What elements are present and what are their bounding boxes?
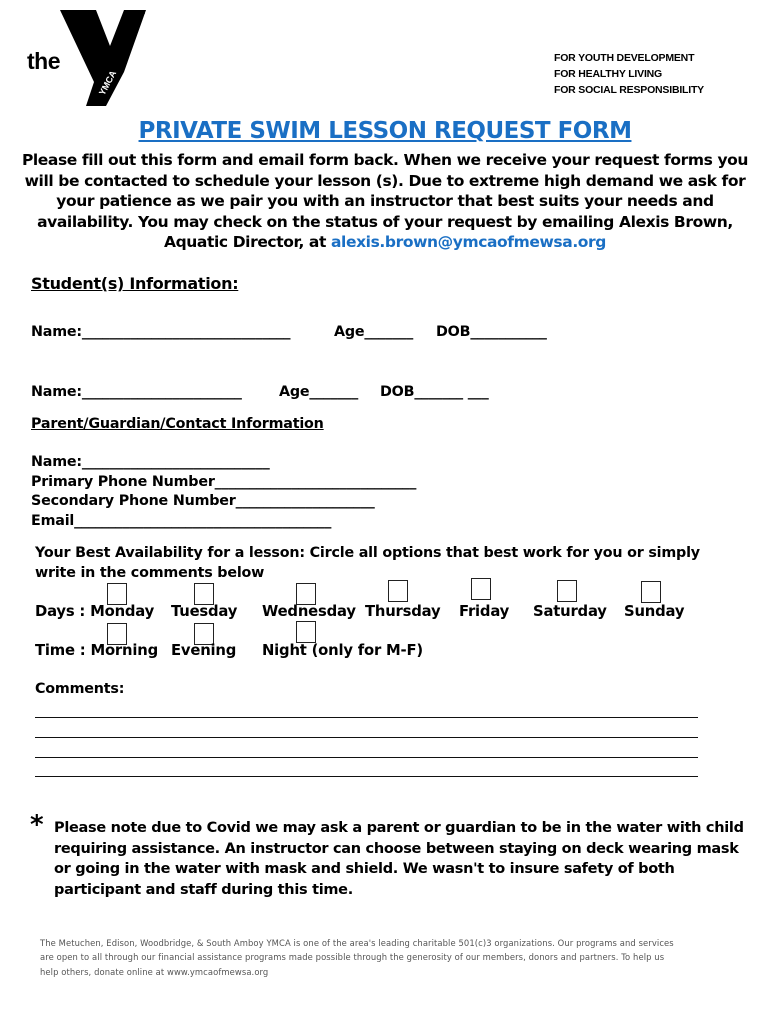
time-label: Time : Morning — [35, 642, 158, 659]
tagline-line: FOR SOCIAL RESPONSIBILITY — [554, 84, 704, 96]
student2-name-field[interactable]: Name:_______________________ — [31, 384, 242, 400]
sunday-checkbox[interactable] — [641, 581, 661, 603]
primary-phone-field[interactable]: Primary Phone Number_____________________________ — [31, 474, 417, 490]
student2-age-field[interactable]: Age_______ — [279, 384, 359, 400]
monday-checkbox[interactable] — [107, 583, 127, 605]
day-option-tuesday[interactable]: Tuesday — [171, 603, 238, 620]
time-option-night[interactable]: Night (only for M-F) — [262, 642, 423, 659]
student1-name-field[interactable]: Name:______________________________ — [31, 324, 291, 340]
form-title: PRIVATE SWIM LESSON REQUEST FORM — [138, 118, 632, 144]
intro-paragraph — [18, 150, 752, 253]
comments-label: Comments: — [35, 681, 125, 697]
day-option-saturday[interactable]: Saturday — [533, 603, 607, 620]
footer-text: The Metuchen, Edison, Woodbridge, & South Amboy YMCA is one of the area's leading charitable 501(c)3 organizations. Our programs and services are open to all through our financial assistance programs made possible through the generosity of our members, donors and partners. To help us help others, donate online at www.ymcaofmewsa.org — [40, 938, 674, 977]
tuesday-checkbox[interactable] — [194, 583, 214, 605]
time-option-evening[interactable]: Evening — [171, 642, 237, 659]
contact-name-field[interactable]: Name:___________________________ — [31, 454, 270, 470]
night-checkbox[interactable] — [296, 621, 316, 643]
day-option-friday[interactable]: Friday — [459, 603, 510, 620]
logo-tm: TM — [138, 10, 146, 16]
student2-dob-field[interactable]: DOB_______ ___ — [380, 384, 489, 400]
friday-checkbox[interactable] — [471, 578, 491, 600]
tagline-line: FOR HEALTHY LIVING — [554, 68, 663, 80]
days-label: Days : Monday — [35, 603, 155, 620]
student1-dob-field[interactable]: DOB___________ — [436, 324, 547, 340]
contact-email-link[interactable]: alexis.brown@ymcaofmewsa.org — [331, 233, 606, 251]
secondary-phone-field[interactable]: Secondary Phone Number____________________ — [31, 493, 375, 509]
availability-instructions: Your Best Availability for a lesson: Circle all options that best work for you or simply write in the comments below — [35, 545, 700, 581]
day-option-wednesday[interactable]: Wednesday — [262, 603, 356, 620]
contact-email-field[interactable]: Email_____________________________________ — [31, 513, 332, 529]
wednesday-checkbox[interactable] — [296, 583, 316, 605]
note-asterisk: * — [30, 810, 44, 840]
tagline — [554, 50, 704, 98]
student1-age-field[interactable]: Age_______ — [334, 324, 414, 340]
comment-line[interactable] — [35, 776, 698, 777]
covid-note: Please note due to Covid we may ask a parent or guardian to be in the water with child requiring assistance. An instructor can choose between staying on deck wearing mask or going in the water with mask and shield. We wasn't to insure safety of both participant and staff during this time. — [54, 820, 744, 898]
comment-line[interactable] — [35, 757, 698, 758]
day-option-thursday[interactable]: Thursday — [365, 603, 441, 620]
comment-line[interactable] — [35, 737, 698, 738]
intro-text: Please fill out this form and email form back. When we receive your request forms you will be contacted to schedule your lesson (s). Due to extreme high demand we ask for your patience as we pair you with an instructor that best suits your needs and availability. You may check on the status of your request by emailing Alexis Brown, Aquatic Director, at — [21, 151, 749, 251]
contact-section-heading: Parent/Guardian/Contact Information — [31, 416, 324, 432]
tagline-line: FOR YOUTH DEVELOPMENT — [554, 52, 695, 64]
logo-ymca-text: YMCA — [96, 68, 119, 97]
saturday-checkbox[interactable] — [557, 580, 577, 602]
logo-the-text: the — [27, 48, 60, 74]
day-option-sunday[interactable]: Sunday — [624, 603, 685, 620]
student-section-heading: Student(s) Information: — [31, 274, 239, 293]
thursday-checkbox[interactable] — [388, 580, 408, 602]
comment-line[interactable] — [35, 717, 698, 718]
